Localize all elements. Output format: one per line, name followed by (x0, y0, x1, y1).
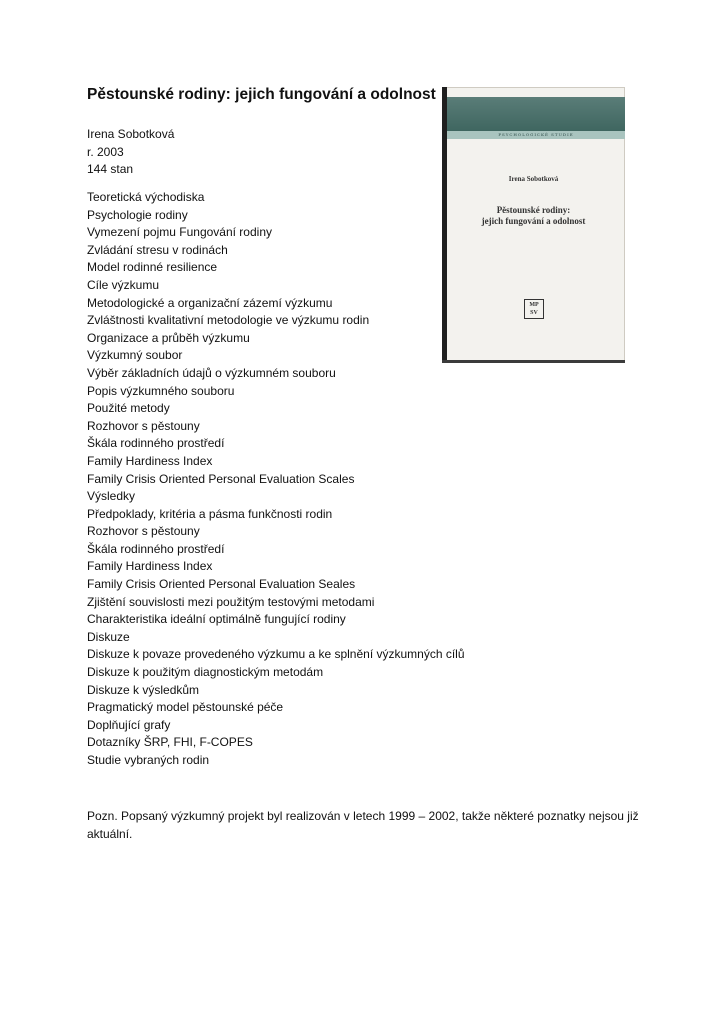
cover-series-strip: PSYCHOLOGICKÉ STUDIE (447, 131, 625, 139)
toc-item: Family Hardiness Index (87, 559, 213, 574)
toc-item: Výsledky (87, 489, 136, 504)
toc-item: Dotazníky ŠRP, FHI, F-COPES (87, 735, 253, 750)
toc-item: Diskuze k výsledkům (87, 682, 200, 697)
table-of-contents (87, 189, 465, 770)
toc-item: Model rodinné resilience (87, 260, 218, 275)
toc-item: Organizace a průběh výzkumu (87, 330, 250, 345)
cover-band (447, 97, 625, 131)
cover-title (442, 205, 625, 227)
toc-item: Family Crisis Oriented Personal Evaluation Scales (87, 471, 355, 486)
toc-item: Zvládání stresu v rodinách (87, 242, 228, 257)
note-paragraph: Pozn. Popsaný výzkumný projekt byl realizován v letech 1999 – 2002, takže některé poznatky nejsou již aktuální. (87, 809, 639, 841)
year: r. 2003 (87, 144, 124, 159)
toc-item: Diskuze (87, 629, 130, 644)
toc-item: Popis výzkumného souboru (87, 383, 235, 398)
toc-item: Zjištění souvislosti mezi použitým testovými metodami (87, 594, 375, 609)
toc-item: Family Crisis Oriented Personal Evaluation Seales (87, 577, 356, 592)
toc-item: Diskuze k povaze provedeného výzkumu a ke splnění výzkumných cílů (87, 647, 465, 662)
toc-item: Family Hardiness Index (87, 453, 213, 468)
cover-author: Irena Sobotková (508, 175, 559, 183)
toc-item: Pragmatický model pěstounské péče (87, 700, 284, 715)
cover-title-line-1: Pěstounské rodiny: (496, 205, 571, 215)
toc-item: Výběr základních údajů o výzkumném souboru (87, 365, 336, 380)
book-meta (87, 126, 174, 179)
toc-item: Metodologické a organizační zázemí výzkumu (87, 295, 333, 310)
logo-line-2: SV (530, 310, 538, 316)
cover-title-line-2: jejich fungování a odolnost (481, 216, 586, 226)
toc-item: Předpoklady, kritéria a pásma funkčnosti rodin (87, 506, 333, 521)
toc-item: Cíle výzkumu (87, 277, 160, 292)
toc-item: Výzkumný soubor (87, 348, 183, 363)
toc-item: Doplňující grafy (87, 717, 171, 732)
toc-item: Zvláštnosti kvalitativní metodologie ve výzkumu rodin (87, 313, 370, 328)
logo-line-1: MP (529, 302, 539, 308)
toc-item: Rozhovor s pěstouny (87, 418, 200, 433)
toc-item: Charakteristika ideální optimálně fungující rodiny (87, 612, 346, 627)
author: Irena Sobotková (87, 127, 175, 141)
book-cover-image (442, 87, 625, 363)
toc-item: Škála rodinného prostředí (87, 541, 225, 556)
toc-item: Diskuze k použitým diagnostickým metodám (87, 665, 324, 680)
toc-item: Rozhovor s pěstouny (87, 524, 200, 539)
document-title: Pěstounské rodiny: jejich fungování a odolnost (87, 86, 436, 103)
toc-item: Teoretická východiska (87, 190, 205, 204)
toc-item: Vymezení pojmu Fungování rodiny (87, 225, 272, 240)
toc-item: Psychologie rodiny (87, 207, 188, 222)
toc-item: Studie vybraných rodin (87, 753, 210, 767)
publisher-logo-icon (524, 299, 544, 319)
toc-item: Škála rodinného prostředí (87, 436, 225, 451)
cover-bottom-edge (442, 360, 625, 363)
page-count: 144 stan (87, 162, 134, 176)
toc-item: Použité metody (87, 401, 170, 416)
